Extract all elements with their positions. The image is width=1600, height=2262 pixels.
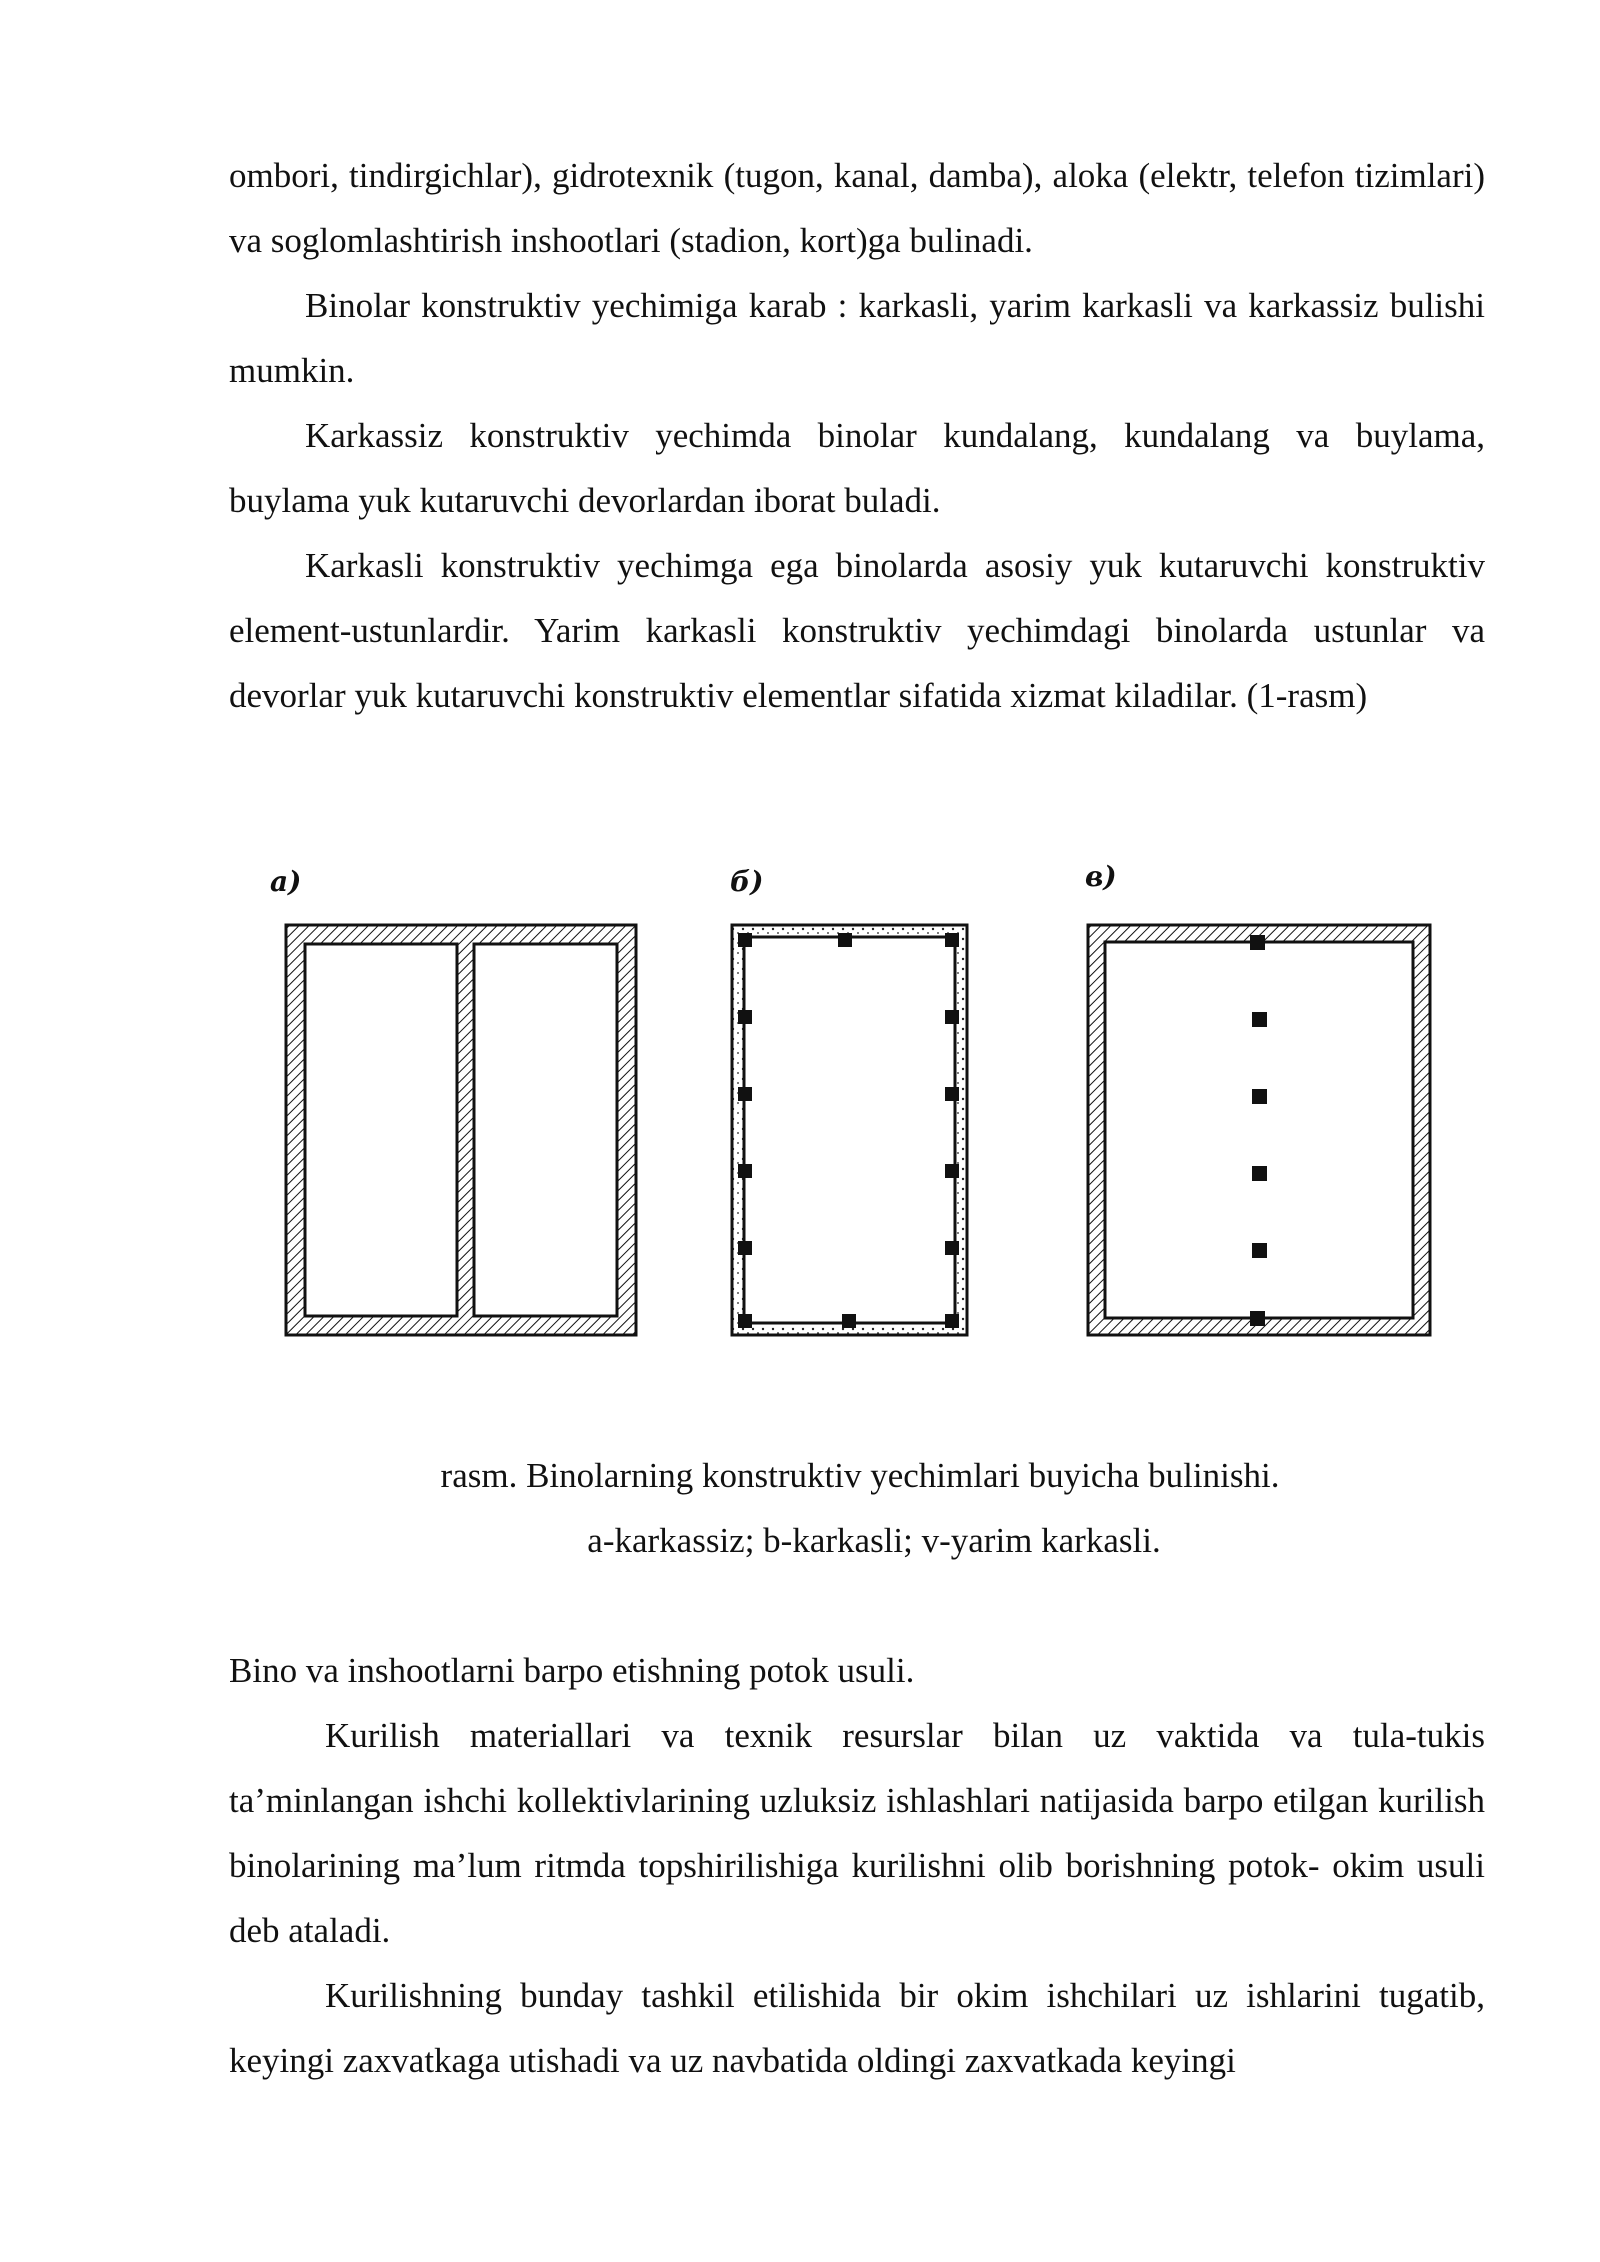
plan-b-karkasli <box>732 925 967 1335</box>
paragraph: Binolar konstruktiv yechimiga karab : karkasli, yarim karkasli va karkassiz bulishi mumkin. <box>229 286 1485 390</box>
section-heading: Bino va inshootlarni barpo etishning potok usuli. <box>229 1651 915 1690</box>
paragraph: Karkassiz konstruktiv yechimda binolar kundalang, kundalang va buylama, buylama yuk kutaruvchi devorlardan iborat buladi. <box>229 416 1485 520</box>
figure-caption-title: rasm. Binolarning konstruktiv yechimlari buyicha bulinishi. <box>440 1456 1280 1495</box>
top-text-block <box>229 143 1485 728</box>
bottom-text-block <box>229 1638 1485 2093</box>
plan-a-karkassiz <box>286 925 636 1335</box>
paragraph: Karkasli konstruktiv yechimga ega binolarda asosiy yuk kutaruvchi konstruktiv element-ustunlardir. Yarim karkasli konstruktiv yechimdagi binolarda ustunlar va devorlar yuk kutaruvchi konstruktiv elementlar sifatida xizmat kiladilar. (1-rasm) <box>229 546 1485 715</box>
figure-caption-legend: a-karkassiz; b-karkasli; v-yarim karkasli. <box>587 1521 1161 1560</box>
plans-drawing <box>260 865 1500 1365</box>
figure-label-a: а) <box>270 865 302 898</box>
paragraph: ombori, tindirgichlar), gidrotexnik (tugon, kanal, damba), aloka (elektr, telefon tizimlari) va soglomlashtirish inshootlari (stadion, kort)ga bulinadi. <box>229 156 1485 260</box>
plan-v-yarim-karkasli <box>1088 925 1430 1335</box>
building-plans-figure <box>260 860 1500 1365</box>
figure-label-v: в) <box>1085 860 1117 893</box>
figure-label-b: б) <box>730 865 764 898</box>
columns-b <box>738 933 959 1328</box>
columns-v <box>1250 935 1267 1326</box>
paragraph: Kurilish materiallari va texnik resurslar bilan uz vaktida va tula-tukis ta’minlangan ishchi kollektivlarining uzluksiz ishlashlari natijasida barpo etilgan kurilish binolarining ma’lum ritmda topshirilishiga kurilishni olib borishning potok- okim usuli deb ataladi. <box>229 1716 1485 1950</box>
paragraph: Kurilishning bunday tashkil etilishida bir okim ishchilari uz ishlarini tugatib, keyingi zaxvatkaga utishadi va uz navbatida oldingi zaxvatkada keyingi <box>229 1976 1485 2080</box>
